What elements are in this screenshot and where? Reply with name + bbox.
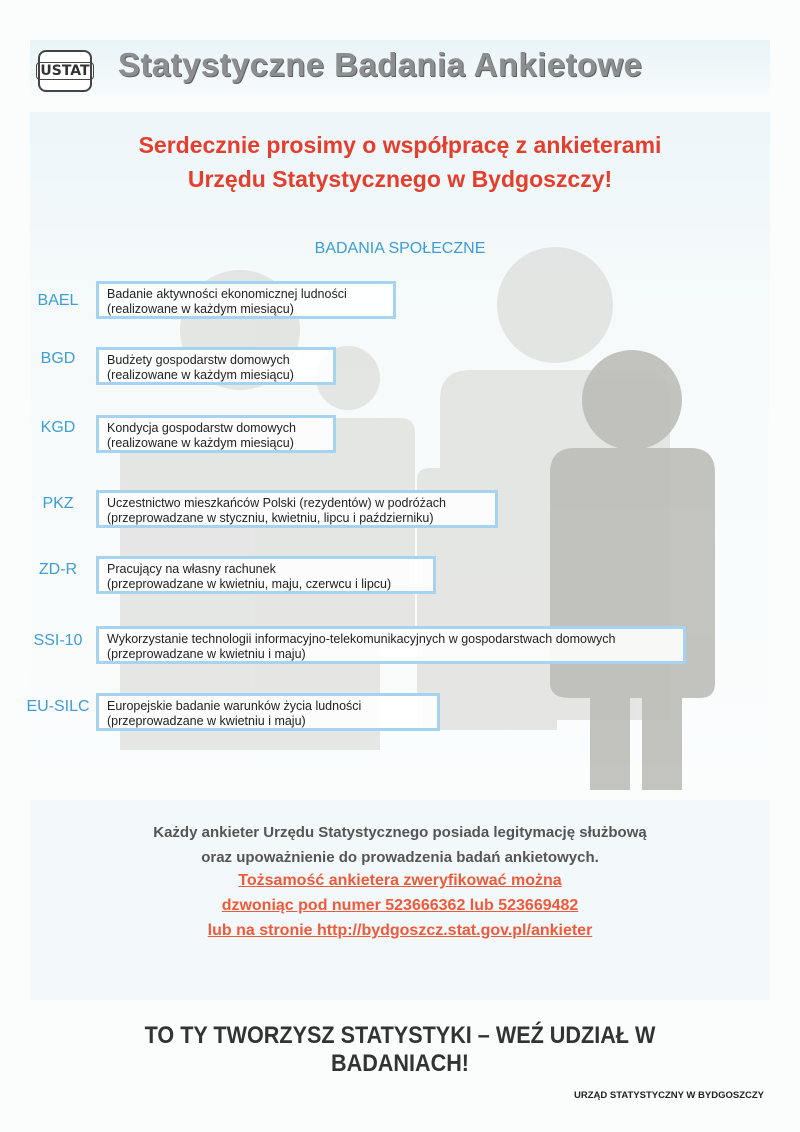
survey-frequency: (realizowane w każdym miesiącu) [107, 368, 294, 382]
survey-code: BGD [40, 350, 76, 367]
section-heading: BADANIA SPOŁECZNE [314, 240, 486, 257]
slogan: TO TY TWORZYSZ STATYSTYKI – WEŹ UDZIAŁ W BADANIACH! [144, 1022, 656, 1077]
survey-box-bael [96, 281, 396, 319]
survey-name: Uczestnictwo mieszkańców Polski (rezydentów) w podróżach [107, 496, 447, 510]
survey-box-pkz [96, 490, 498, 528]
survey-box-zd-r [96, 556, 436, 594]
interviewer-info-line-2: oraz upoważnienie do prowadzenia badań ankietowych. [201, 849, 599, 866]
survey-frequency: (przeprowadzane w kwietniu, maju, czerwcu i lipcu) [107, 577, 392, 591]
survey-name: Pracujący na własny rachunek [107, 562, 276, 576]
verification-phone-line: dzwoniąc pod numer 523666362 lub 523669482 [221, 897, 579, 914]
survey-box-bgd [96, 347, 336, 385]
poster-title: Statystyczne Badania Ankietowe [118, 46, 643, 83]
survey-code: EU-SILC [26, 698, 90, 715]
survey-name: Budżety gospodarstw domowych [107, 353, 290, 367]
appeal-text [60, 128, 740, 196]
interviewer-info [60, 820, 740, 870]
survey-name: Europejskie badanie warunków życia ludności [107, 699, 362, 713]
survey-box-ssi-10 [96, 626, 686, 664]
office-name: URZĄD STATYSTYCZNY W BYDGOSZCZY [574, 1090, 764, 1101]
survey-box-kgd [96, 415, 336, 453]
logo-text: USTAT [36, 62, 93, 80]
survey-code: PKZ [42, 495, 74, 512]
verification-info [60, 868, 740, 943]
survey-code: ZD-R [38, 561, 78, 578]
appeal-line-2: Urzędu Statystycznego w Bydgoszczy! [187, 166, 613, 192]
survey-frequency: (przeprowadzane w kwietniu i maju) [107, 714, 306, 728]
survey-frequency: (przeprowadzane w styczniu, kwietniu, lipcu i październiku) [107, 511, 434, 525]
survey-code: KGD [40, 419, 76, 436]
survey-name: Kondycja gospodarstw domowych [107, 421, 296, 435]
survey-frequency: (realizowane w każdym miesiącu) [107, 436, 294, 450]
survey-code: BAEL [37, 292, 79, 309]
verification-url-link[interactable]: lub na stronie http://bydgoszcz.stat.gov.pl/ankieter [207, 922, 593, 939]
appeal-line-1: Serdecznie prosimy o współpracę z ankieterami [138, 132, 662, 158]
survey-frequency: (przeprowadzane w kwietniu i maju) [107, 647, 306, 661]
verification-line-1: Tożsamość ankietera zweryfikować można [238, 872, 562, 889]
survey-code: SSI-10 [33, 632, 83, 649]
survey-name: Badanie aktywności ekonomicznej ludności [107, 287, 347, 301]
survey-box-eu-silc [96, 693, 440, 731]
survey-frequency: (realizowane w każdym miesiącu) [107, 302, 294, 316]
interviewer-info-line-1: Każdy ankieter Urzędu Statystycznego posiada legitymację służbową [153, 824, 647, 841]
survey-name: Wykorzystanie technologii informacyjno-telekomunikacyjnych w gospodarstwach domowych [107, 632, 616, 646]
